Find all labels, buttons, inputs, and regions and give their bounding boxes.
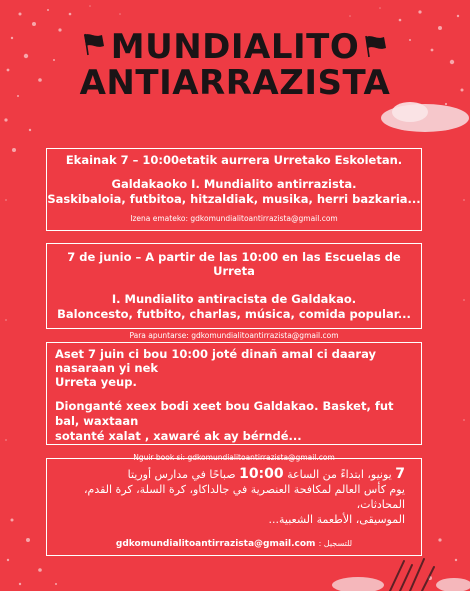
cloud-decoration — [380, 96, 470, 136]
basque-info-box — [46, 148, 422, 231]
spanish-info-box — [46, 243, 422, 340]
arabic-time: 10:00 — [239, 466, 284, 482]
title-line-1: MUNDIALITO — [110, 27, 360, 67]
wolof-signup: Nguir book si: gdkomundialitoantirrazista@gmail.com — [133, 453, 335, 462]
basque-head: Ekainak 7 – 10:00etatik aurrera Urretako Eskoletan. — [65, 153, 403, 167]
arabic-info-box — [46, 458, 422, 556]
spanish-head: 7 de junio – A partir de las 10:00 en las Escuelas de Urreta — [67, 250, 401, 278]
basque-signup: Izena emateko: gdkomundialitoantirrazista@gmail.com — [130, 214, 338, 223]
streaks-decoration — [330, 555, 470, 591]
wolof-info-box — [46, 342, 422, 462]
basque-body-2: Saskibaloia, futbitoa, hitzaldiak, musika, herri bazkaria... — [47, 192, 421, 206]
title-line-2: ANTIARRAZISTA — [79, 63, 391, 103]
arabic-line-1-rest: يونيو، ابتداءً من الساعة — [287, 468, 392, 481]
spanish-body-1: I. Mundialito antiracista de Galdakao. — [111, 292, 357, 306]
arabic-signup-line — [47, 539, 421, 549]
arabic-text — [47, 467, 421, 527]
arabic-signup-email: gdkomundialitoantirrazista@gmail.com — [115, 539, 316, 549]
wolof-body-2: sotanté xalat , xawaré ak ay bérndé... — [55, 429, 302, 443]
arabic-line-1-end: صباحًا في مدارس أوريتا — [127, 468, 236, 481]
spanish-body-2: Baloncesto, futbito, charlas, música, comida popular... — [57, 307, 411, 321]
arabic-signup-label: للتسجيل : — [318, 539, 353, 548]
arabic-line-2: يوم كأس العالم لمكافحة العنصرية في جالداكاو، كرة السلة، كرة القدم، المحادثات، — [83, 483, 405, 511]
arabic-line-1 — [47, 467, 405, 482]
arabic-date: 7 — [395, 466, 405, 482]
wolof-head-2: Urreta yeup. — [55, 375, 137, 389]
arabic-line-3: الموسيقى، الأطعمة الشعبية... — [268, 513, 405, 526]
spanish-signup: Para apuntarse: gdkomundialitoantirrazista@gmail.com — [129, 331, 339, 340]
wolof-head-1: Aset 7 juin ci bou 10:00 joté dinañ amal ci daaray nasaraan yi nek — [55, 347, 377, 375]
wolof-body-1: Dionganté xeex bodi xeet bou Galdakao. Basket, fut bal, waxtaan — [55, 399, 394, 428]
basque-body-1: Galdakaoko I. Mundialito antirrazista. — [111, 177, 357, 191]
